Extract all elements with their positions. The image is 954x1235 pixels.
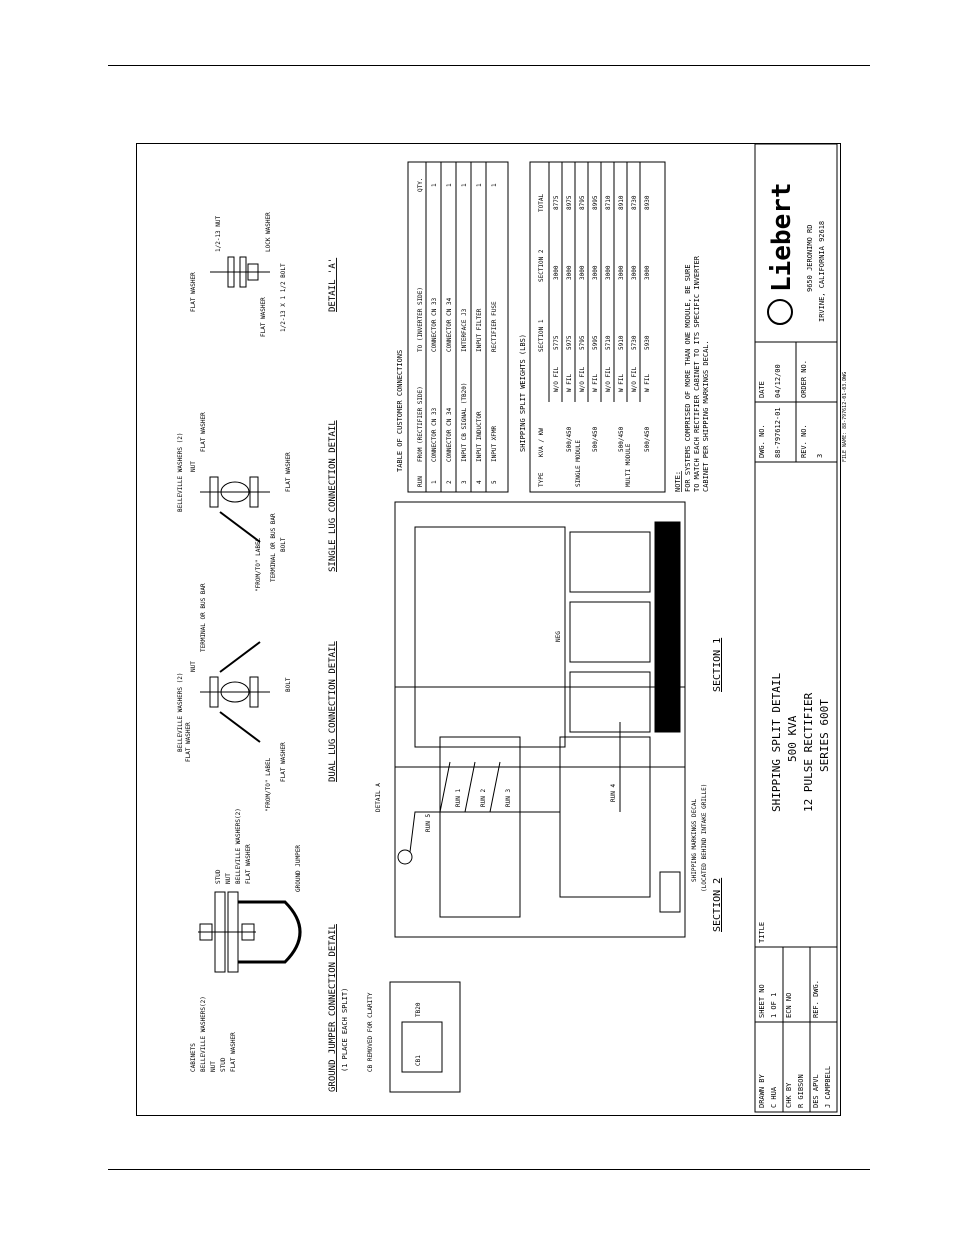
order-no-label: ORDER NO.	[800, 360, 808, 398]
sw-cell: 8730	[631, 195, 638, 210]
cc-header-1: FROM (RECTIFIER SIDE)	[417, 386, 424, 462]
sw-cell: W/O FIL	[579, 366, 586, 392]
run-2-label: RUN 2	[480, 788, 487, 807]
cc-cell: CONNECTOR CN 33	[431, 407, 438, 462]
sw-cell: 8710	[605, 195, 612, 210]
ground-jumper-title: GROUND JUMPER CONNECTION DETAIL	[328, 924, 338, 1092]
single-label-6: FLAT WASHER	[285, 452, 292, 492]
gj-label-4: FLAT WASHER	[230, 1032, 237, 1072]
dual-label-0: FLAT WASHER	[185, 722, 192, 762]
shipping-weights-table	[519, 162, 665, 492]
dual-lug-detail	[177, 583, 338, 812]
date-value: 04/12/00	[774, 364, 782, 398]
file-name: FILE NAME: 88-797612-01-03.DWG	[842, 371, 848, 462]
dual-label-1: BELLEVILLE WASHERS (2)	[177, 672, 184, 752]
decal-line-1: SHIPPING MARKINGS DECAL	[691, 798, 698, 882]
dual-label-5: FLAT WASHER	[280, 742, 287, 782]
sw-cell: 3000	[644, 265, 651, 280]
cc-cell: INPUT XFMR	[491, 425, 498, 462]
sw-cell: 5795	[579, 335, 586, 350]
detail-a-label-0: FLAT WASHER	[190, 272, 197, 312]
shipping-weights-title: SHIPPING SPLIT WEIGHTS (LBS)	[519, 333, 527, 452]
sw-cell: 8995	[592, 195, 599, 210]
note-block	[674, 255, 710, 492]
gj-label-8: NUT	[225, 873, 232, 884]
drawn-by-value: C HUA	[770, 1086, 778, 1108]
cc-cell: INPUT CB SIGNAL (TB20)	[461, 382, 468, 462]
dwg-no-value: 88-797612-01	[774, 407, 782, 458]
cc-header-0: RUN	[417, 476, 424, 487]
sw-cell: 3000	[566, 265, 573, 280]
sw-cell: 5930	[644, 335, 651, 350]
gj-label-9: STUD	[215, 869, 222, 884]
title-line-0: SHIPPING SPLIT DETAIL	[770, 672, 783, 812]
title-line-1: 500 KVA	[786, 715, 799, 762]
cc-cell: INPUT INDUCTOR	[476, 411, 483, 462]
note-line-1: TO MATCH EACH RECTIFIER CABINET TO ITS SPECIFIC INVERTER	[693, 255, 701, 492]
dual-label-4: "FROM/TO" LABEL	[265, 757, 272, 812]
sw-cell: 3000	[631, 265, 638, 280]
note-heading: NOTE:	[674, 470, 682, 492]
sw-cell: W FIL	[618, 373, 625, 392]
customer-connections-title: TABLE OF CUSTOMER CONNECTIONS	[396, 349, 404, 472]
sw-cell: 3000	[618, 265, 625, 280]
detail-a-label-3: FLAT WASHER	[260, 297, 267, 337]
rev-no-label: REV. NO.	[800, 424, 808, 458]
cb-removed-label: CB REMOVED FOR CLARITY	[367, 992, 374, 1072]
sw-cell: 8775	[553, 195, 560, 210]
decal-line-2: (LOCATED BEHIND INTAKE GRILLE)	[701, 783, 708, 892]
detail-a	[190, 212, 338, 337]
gj-label-1: BELLEVILLE WASHERS(2)	[200, 996, 207, 1072]
single-lug-detail	[177, 412, 338, 592]
sw-cell: 500/450	[644, 426, 651, 452]
company-address-1: 9650 JERONIMO RD	[806, 224, 814, 292]
date-label: DATE	[758, 381, 766, 398]
cc-cell: CONNECTOR CN 34	[446, 407, 453, 462]
detail-a-label-4: 1/2-13 X 1 1/2 BOLT	[280, 263, 287, 332]
sw-cell: 8910	[618, 195, 625, 210]
sw-cell: 3000	[579, 265, 586, 280]
sw-cell: 5730	[631, 335, 638, 350]
section-2-label: SECTION 2	[712, 877, 723, 932]
single-label-3: "FROM/TO" LABEL	[255, 537, 262, 592]
sw-cell: 5910	[618, 335, 625, 350]
cc-cell: 4	[476, 480, 483, 484]
title-line-3: SERIES 600T	[818, 699, 831, 772]
sw-cell: 8930	[644, 195, 651, 210]
note-line-0: FOR SYSTEMS COMPRISED OF MORE THAN ONE MODULE, BE SURE	[684, 264, 692, 492]
cc-cell: RECTIFIER FUSE	[491, 301, 498, 352]
ground-jumper-subtitle: (1 PLACE EACH SPLIT)	[341, 987, 349, 1072]
single-label-5: BOLT	[280, 537, 287, 552]
detail-a-title: DETAIL 'A'	[328, 257, 338, 312]
sw-cell: W FIL	[592, 373, 599, 392]
sw-cell: 8975	[566, 195, 573, 210]
single-label-0: BELLEVILLE WASHERS (2)	[177, 432, 184, 512]
dual-label-6: BOLT	[285, 677, 292, 692]
drawn-by-label: DRAWN BY	[758, 1074, 766, 1108]
sw-cell: 500/450	[592, 426, 599, 452]
detail-a-ref: DETAIL A	[375, 783, 382, 812]
cc-cell: INTERFACE J3	[461, 308, 468, 352]
sw-cell: 5995	[592, 335, 599, 350]
cc-cell: 1	[476, 183, 483, 187]
sheet-no-value: 1 OF 1	[770, 992, 778, 1018]
single-lug-title: SINGLE LUG CONNECTION DETAIL	[328, 420, 338, 572]
chk-by-label: CHK BY	[785, 1082, 793, 1108]
rev-no-value: 3	[816, 453, 824, 458]
single-label-4: TERMINAL OR BUS BAR	[270, 513, 277, 582]
title-label: TITLE	[758, 921, 766, 943]
ground-jumper-detail	[190, 808, 349, 1092]
title-block	[755, 144, 848, 1112]
dual-label-3: TERMINAL OR BUS BAR	[200, 583, 207, 652]
sw-cell: W/O FIL	[631, 366, 638, 392]
des-apvl-value: J CAMPBELL	[824, 1065, 832, 1108]
cc-cell: INPUT FILTER	[476, 308, 483, 352]
tb-label: TB20	[415, 1002, 422, 1017]
sw-cell: 5775	[553, 335, 560, 350]
ref-dwg-label: REF. DWG.	[812, 980, 820, 1018]
cc-cell: 1	[446, 183, 453, 187]
cc-cell: 1	[491, 183, 498, 187]
dwg-no-label: DWG. NO.	[758, 424, 766, 458]
customer-connections-table	[396, 162, 508, 492]
sw-header-5: TOTAL	[538, 193, 545, 212]
gj-label-0: CABINETS	[190, 1043, 197, 1072]
cc-cell: 1	[431, 480, 438, 484]
single-label-1: NUT	[190, 461, 197, 472]
sw-cell: 3000	[592, 265, 599, 280]
sw-header-4: SECTION 2	[538, 249, 545, 282]
single-label-2: FLAT WASHER	[200, 412, 207, 452]
title-line-2: 12 PULSE RECTIFIER	[802, 692, 815, 812]
gj-label-6: FLAT WASHER	[245, 844, 252, 884]
run-5-label: RUN 5	[425, 813, 432, 832]
neg-label: NEG	[555, 631, 562, 642]
cc-cell: 5	[491, 480, 498, 484]
run-4-label: RUN 4	[610, 783, 617, 802]
dual-lug-title: DUAL LUG CONNECTION DETAIL	[328, 641, 338, 782]
sw-cell: 3000	[605, 265, 612, 280]
sw-cell: 5710	[605, 335, 612, 350]
cc-header-3: QTY.	[417, 177, 424, 192]
gj-label-5: GROUND JUMPER	[295, 845, 302, 892]
sw-header-3: SECTION 1	[538, 319, 545, 352]
cabinet-drawing	[367, 502, 723, 1092]
sw-cell: 500/450	[566, 426, 573, 452]
run-1-label: RUN 1	[455, 788, 462, 807]
cc-cell: 1	[461, 183, 468, 187]
cc-cell: 3	[461, 480, 468, 484]
cc-cell: CONNECTOR CN 33	[431, 297, 438, 352]
sw-type-multi: MULTI MODULE	[625, 443, 632, 487]
cc-cell: CONNECTOR CN 34	[446, 297, 453, 352]
sheet-no-label: SHEET NO	[758, 984, 766, 1018]
gj-label-2: NUT	[210, 1061, 217, 1072]
detail-a-label-1: 1/2-13 NUT	[215, 215, 222, 252]
gj-label-7: BELLEVILLE WASHERS(2)	[235, 808, 242, 884]
company-logo-text: Liebert	[767, 182, 797, 292]
cc-cell: 1	[431, 183, 438, 187]
sw-cell: W/O FIL	[605, 366, 612, 392]
sw-cell: 5975	[566, 335, 573, 350]
gj-label-3: STUD	[220, 1057, 227, 1072]
sw-cell: W/O FIL	[553, 366, 560, 392]
note-line-2: CABINET PER SHIPPING MARKINGS DECAL.	[702, 340, 710, 492]
ecn-no-label: ECN NO	[785, 992, 793, 1018]
cc-header-2: TO (INVERTER SIDE)	[417, 286, 424, 352]
cc-cell: 2	[446, 480, 453, 484]
company-address-2: IRVINE, CALIFORNIA 92618	[818, 220, 826, 322]
sw-cell: 8795	[579, 195, 586, 210]
sw-cell: W FIL	[644, 373, 651, 392]
detail-a-label-2: LOCK WASHER	[265, 212, 272, 252]
run-3-label: RUN 3	[505, 788, 512, 807]
dual-label-2: NUT	[190, 661, 197, 672]
sw-cell: 500/450	[618, 426, 625, 452]
des-apvl-label: DES APVL	[812, 1074, 820, 1108]
sw-cell: 3000	[553, 265, 560, 280]
sw-header-1: KVA / KW	[538, 428, 545, 457]
sw-type-single: SINGLE MODULE	[575, 440, 582, 487]
cb-label: CB1	[415, 1055, 422, 1066]
section-1-label: SECTION 1	[712, 637, 723, 692]
chk-by-value: R GIBSON	[797, 1074, 805, 1108]
sw-cell: W FIL	[566, 373, 573, 392]
sw-header-0: TYPE	[538, 472, 545, 487]
